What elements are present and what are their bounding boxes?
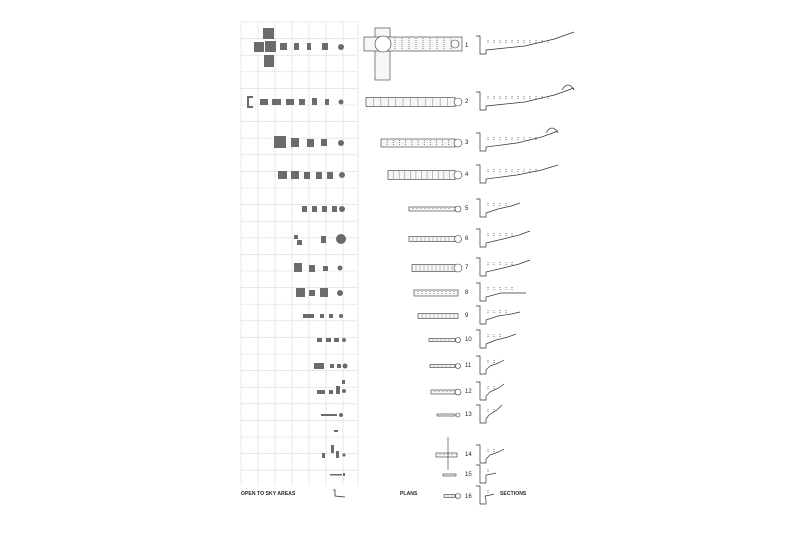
plan-end-node bbox=[455, 389, 461, 395]
open-court-block bbox=[291, 138, 299, 147]
open-court-block bbox=[303, 314, 314, 318]
plan-row-11 bbox=[430, 364, 461, 369]
row-number-9: 9 bbox=[465, 313, 469, 319]
plan-row-12 bbox=[431, 389, 461, 395]
open-court-block bbox=[312, 206, 317, 212]
open-court-outline bbox=[333, 490, 345, 497]
sections-column bbox=[476, 32, 574, 504]
row-number-7: 7 bbox=[465, 265, 469, 271]
open-court-block bbox=[302, 206, 307, 212]
open-court-round bbox=[337, 290, 343, 296]
open-court-block bbox=[316, 172, 322, 179]
open-court-block bbox=[331, 445, 334, 453]
row-number-3: 3 bbox=[465, 140, 469, 146]
plan-outline bbox=[444, 495, 455, 498]
section-row-5 bbox=[476, 199, 520, 217]
plan-outline bbox=[437, 414, 455, 416]
open-court-block bbox=[286, 99, 294, 105]
plan-end-node bbox=[456, 364, 461, 369]
plan-outline bbox=[443, 474, 456, 476]
plan-row-4 bbox=[388, 171, 462, 180]
open-court-block bbox=[291, 171, 299, 179]
open-court-round bbox=[339, 100, 344, 105]
section-row-4 bbox=[476, 165, 558, 183]
plan-outline bbox=[409, 237, 455, 242]
section-row-15 bbox=[476, 465, 496, 483]
plan-end-node bbox=[454, 98, 462, 106]
open-court-block bbox=[254, 42, 264, 52]
open-court-block bbox=[320, 314, 324, 318]
open-court-block bbox=[274, 136, 286, 148]
section-profile bbox=[476, 131, 558, 151]
plan-end-node bbox=[456, 413, 460, 417]
row-number-2: 2 bbox=[465, 99, 469, 105]
section-profile bbox=[476, 356, 504, 374]
row-number-12: 12 bbox=[465, 389, 472, 395]
open-court-block bbox=[330, 474, 342, 476]
row-number-14: 14 bbox=[465, 452, 472, 458]
open-court-block bbox=[307, 139, 314, 147]
open-to-sky-areas-label: OPEN TO SKY AREAS bbox=[241, 491, 296, 497]
plan-row-10 bbox=[429, 338, 461, 343]
section-row-10 bbox=[476, 330, 516, 348]
plan-cross-node bbox=[375, 36, 391, 52]
open-court-block bbox=[334, 338, 339, 342]
plan-outline bbox=[414, 290, 458, 296]
open-court-block bbox=[304, 172, 310, 179]
plan-outline bbox=[418, 314, 458, 319]
sections-label: SECTIONS bbox=[500, 491, 527, 497]
section-profile bbox=[476, 382, 504, 400]
open-court-block bbox=[309, 265, 315, 272]
open-court-block bbox=[321, 236, 326, 243]
plans-column bbox=[364, 28, 462, 499]
open-court-block bbox=[264, 55, 274, 67]
row-number-1: 1 bbox=[465, 43, 469, 49]
plan-end-node bbox=[454, 264, 462, 272]
plan-row-5 bbox=[409, 206, 461, 212]
open-court-block bbox=[260, 99, 268, 105]
section-profile bbox=[476, 465, 496, 483]
open-court-block bbox=[294, 43, 299, 50]
open-court-bracket bbox=[247, 96, 253, 108]
section-profile bbox=[476, 229, 530, 247]
plan-end-node bbox=[454, 139, 462, 147]
plan-outline bbox=[436, 453, 457, 457]
plans-label: PLANS bbox=[400, 491, 418, 497]
plan-row-6 bbox=[409, 236, 462, 243]
open-court-block bbox=[329, 390, 333, 394]
plan-row-7 bbox=[412, 264, 462, 272]
open-court-round bbox=[339, 206, 345, 212]
open-court-round bbox=[339, 314, 343, 318]
open-court-block bbox=[322, 453, 325, 458]
open-court-block bbox=[307, 43, 311, 50]
plan-end-node bbox=[454, 171, 462, 179]
open-court-round bbox=[342, 338, 346, 342]
open-court-block bbox=[314, 363, 324, 369]
open-court-block bbox=[317, 390, 325, 394]
row-number-15: 15 bbox=[465, 472, 472, 478]
open-court-block bbox=[343, 473, 345, 476]
plan-row-16 bbox=[444, 494, 461, 499]
open-court-round bbox=[339, 172, 345, 178]
open-court-block bbox=[327, 172, 333, 179]
open-court-block bbox=[323, 266, 328, 271]
section-profile bbox=[476, 405, 502, 423]
section-profile bbox=[476, 199, 520, 217]
open-court-block bbox=[321, 139, 327, 146]
section-dome bbox=[562, 85, 574, 90]
row-number-6: 6 bbox=[465, 236, 469, 242]
section-row-2 bbox=[476, 85, 574, 110]
section-profile bbox=[476, 283, 526, 301]
open-court-round bbox=[338, 44, 344, 50]
open-court-round bbox=[338, 140, 344, 146]
plan-row-13 bbox=[437, 413, 460, 417]
open-court-round bbox=[342, 453, 345, 456]
row-number-10: 10 bbox=[465, 337, 472, 343]
open-to-sky-figures bbox=[247, 28, 348, 497]
section-row-1 bbox=[476, 32, 574, 54]
open-court-block bbox=[297, 240, 302, 245]
row-number-8: 8 bbox=[465, 290, 469, 296]
open-court-block bbox=[326, 338, 331, 342]
section-profile bbox=[476, 486, 494, 504]
open-court-block bbox=[329, 314, 333, 318]
open-court-block bbox=[336, 451, 339, 458]
open-court-round bbox=[339, 413, 343, 417]
open-court-block bbox=[299, 99, 305, 105]
section-profile bbox=[476, 165, 558, 183]
plan-row-2 bbox=[366, 98, 462, 107]
section-profile bbox=[476, 445, 504, 463]
row-number-5: 5 bbox=[465, 206, 469, 212]
open-court-block bbox=[330, 364, 334, 368]
plan-outline bbox=[412, 265, 455, 272]
row-number-13: 13 bbox=[465, 412, 472, 418]
row-number-4: 4 bbox=[465, 172, 469, 178]
open-court-block bbox=[321, 414, 337, 416]
open-court-round bbox=[343, 364, 348, 369]
plan-end-node bbox=[451, 40, 459, 48]
plan-end-node bbox=[455, 236, 462, 243]
section-row-14 bbox=[476, 445, 504, 463]
open-court-block bbox=[294, 235, 298, 239]
section-row-16 bbox=[476, 486, 494, 504]
open-court-block bbox=[265, 41, 276, 52]
section-dome bbox=[546, 128, 558, 133]
plan-row-1 bbox=[364, 28, 462, 80]
row-number-16: 16 bbox=[465, 494, 472, 500]
plan-row-14 bbox=[436, 437, 457, 470]
plan-row-15 bbox=[443, 474, 456, 476]
open-court-block bbox=[294, 263, 302, 272]
open-court-block bbox=[278, 171, 287, 179]
open-court-block bbox=[263, 28, 274, 39]
open-court-block bbox=[325, 99, 329, 105]
plan-row-8 bbox=[414, 290, 458, 296]
section-profile bbox=[476, 258, 530, 276]
open-court-block bbox=[337, 364, 341, 368]
plan-end-node bbox=[456, 338, 461, 343]
plan-end-node bbox=[455, 206, 461, 212]
section-profile bbox=[476, 32, 574, 54]
open-court-round bbox=[336, 234, 346, 244]
open-court-block bbox=[336, 386, 340, 394]
open-court-block bbox=[309, 290, 315, 296]
section-row-3 bbox=[476, 128, 558, 151]
open-court-block bbox=[296, 288, 305, 297]
section-row-8 bbox=[476, 283, 526, 301]
plan-row-3 bbox=[381, 139, 462, 147]
open-court-round bbox=[342, 389, 346, 393]
section-row-9 bbox=[476, 306, 520, 324]
open-court-block bbox=[322, 206, 327, 212]
open-court-block bbox=[317, 338, 322, 342]
plan-end-node bbox=[456, 494, 461, 499]
open-court-round bbox=[338, 266, 343, 271]
open-court-block bbox=[320, 288, 328, 297]
section-profile bbox=[476, 306, 520, 324]
section-row-11 bbox=[476, 356, 504, 374]
open-court-block bbox=[342, 380, 345, 384]
plan-row-9 bbox=[418, 314, 458, 319]
row-number-11: 11 bbox=[465, 363, 472, 369]
section-row-13 bbox=[476, 405, 502, 423]
section-profile bbox=[476, 88, 574, 110]
section-row-7 bbox=[476, 258, 530, 276]
open-court-block bbox=[272, 99, 281, 105]
section-row-12 bbox=[476, 382, 504, 400]
open-court-block bbox=[332, 206, 337, 212]
plan-outline bbox=[409, 207, 455, 211]
open-court-block bbox=[334, 430, 338, 432]
open-court-block bbox=[312, 98, 317, 105]
section-profile bbox=[476, 330, 516, 348]
open-court-block bbox=[280, 43, 287, 50]
open-court-block bbox=[322, 43, 328, 50]
section-row-6 bbox=[476, 229, 530, 247]
